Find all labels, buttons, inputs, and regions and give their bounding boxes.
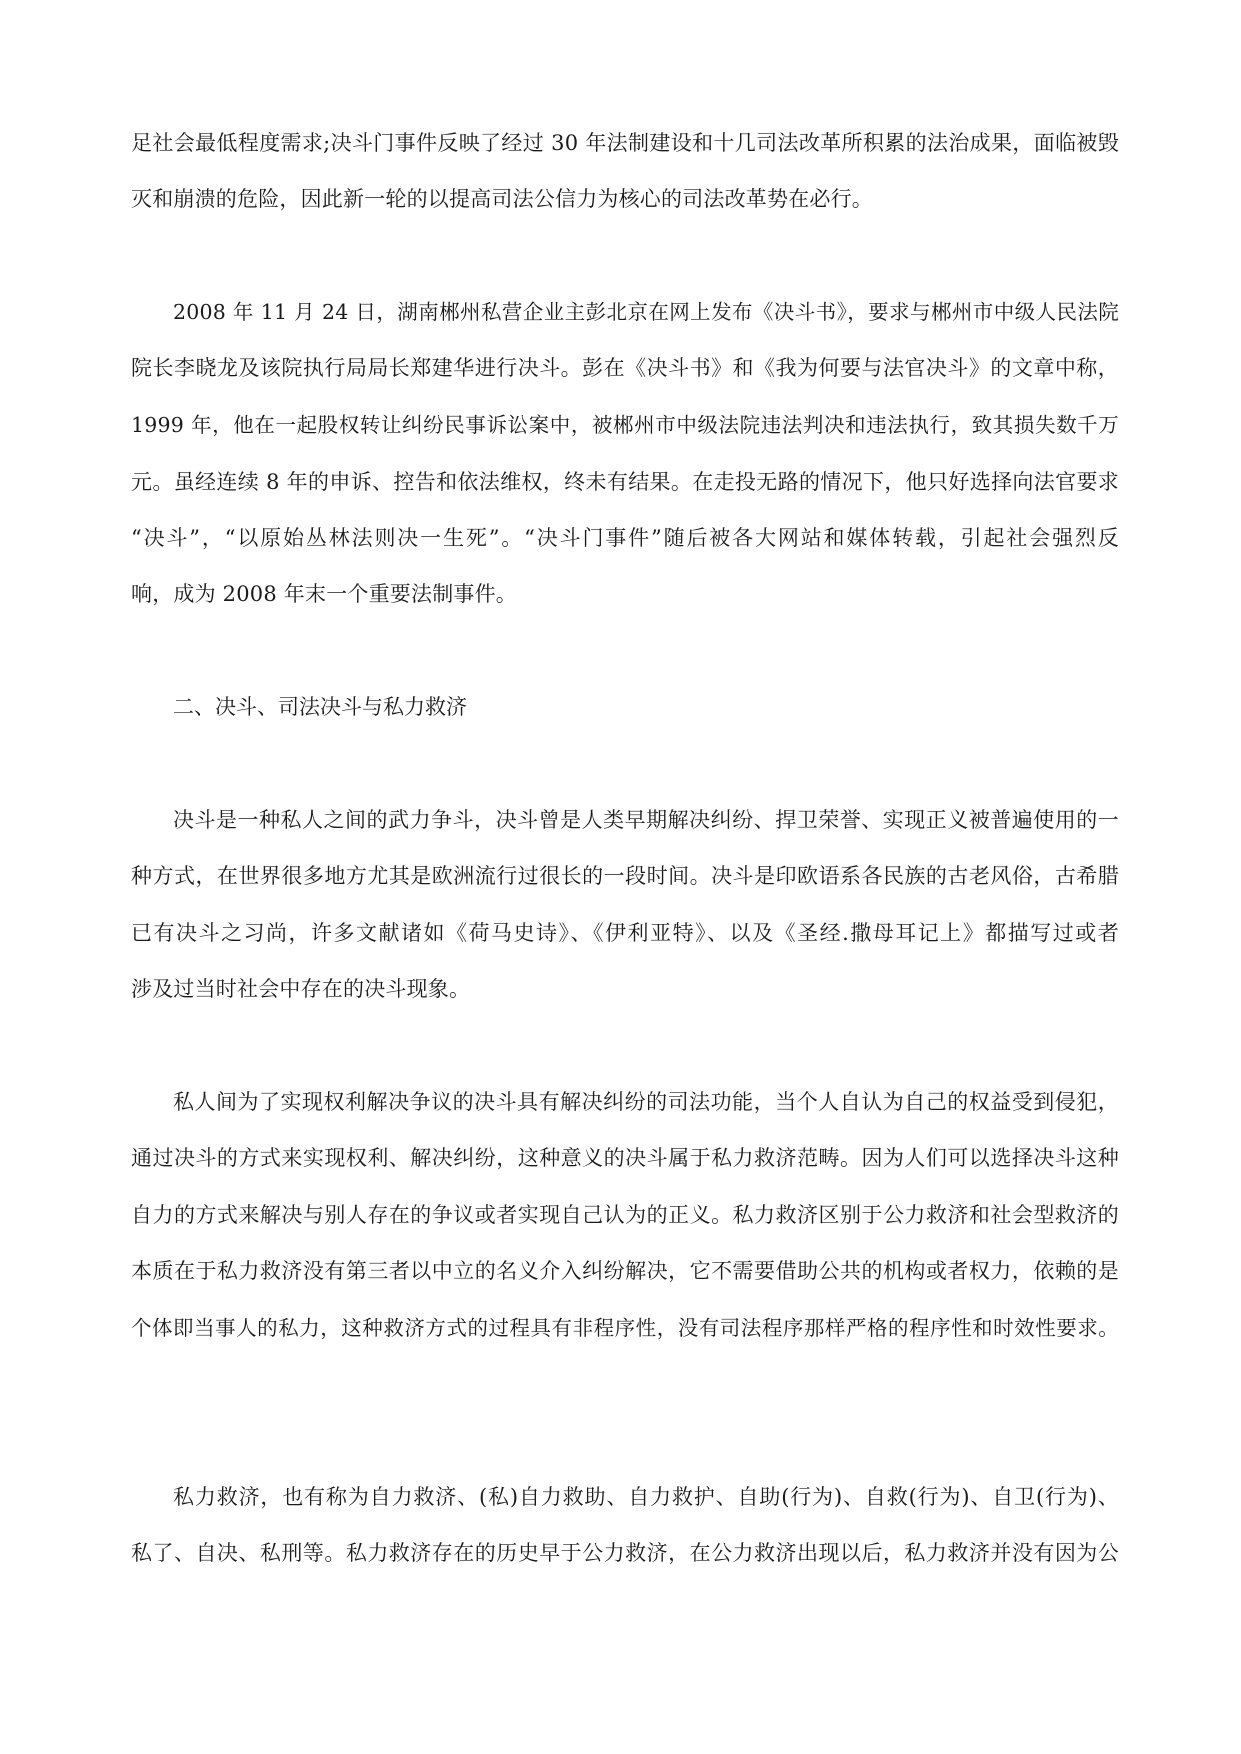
- paragraph-line: 足社会最低程度需求;决斗门事件反映了经过 30 年法制建设和十几司法改革所积累的法治成果，面临被毁: [131, 131, 1119, 155]
- paragraph-line: 响，成为 2008 年末一个重要法制事件。: [131, 582, 517, 606]
- paragraph-line: 2008 年 11 月 24 日，湖南郴州私营企业主彭北京在网上发布《决斗书》，要求与郴州市中级人民法院: [173, 300, 1119, 324]
- paragraph-line: 私力救济，也有称为自力救济、(私)自力救助、自力救护、自助(行为)、自救(行为)、自卫(行为)、: [173, 1485, 1119, 1509]
- paragraph-line: 通过决斗的方式来实现权利、解决纠纷，这种意义的决斗属于私力救济范畴。因为人们可以选择决斗这种: [131, 1146, 1119, 1170]
- section-heading: 二、决斗、司法决斗与私力救济: [173, 695, 467, 719]
- paragraph-line: 个体即当事人的私力，这种救济方式的过程具有非程序性，没有司法程序那样严格的程序性和时效性要求。: [131, 1316, 1119, 1340]
- paragraph-line: 涉及过当时社会中存在的决斗现象。: [131, 977, 471, 1001]
- paragraph-line: 私人间为了实现权利解决争议的决斗具有解决纠纷的司法功能，当个人自认为自己的权益受到侵犯，: [173, 1090, 1119, 1114]
- paragraph-line: 自力的方式来解决与别人存在的争议或者实现自己认为的正义。私力救济区别于公力救济和社会型救济的: [131, 1203, 1119, 1227]
- paragraph-line: 种方式，在世界很多地方尤其是欧洲流行过很长的一段时间。决斗是印欧语系各民族的古老风俗，古希腊: [131, 864, 1119, 888]
- paragraph-line: 私了、自决、私刑等。私力救济存在的历史早于公力救济，在公力救济出现以后，私力救济并没有因为公: [131, 1541, 1119, 1565]
- paragraph-line: 1999 年，他在一起股权转让纠纷民事诉讼案中，被郴州市中级法院违法判决和违法执行，致其损失数千万: [131, 413, 1119, 437]
- paragraph-line: 本质在于私力救济没有第三者以中立的名义介入纠纷解决，它不需要借助公共的机构或者权力，依赖的是: [131, 1259, 1119, 1283]
- paragraph-line: 灭和崩溃的危险，因此新一轮的以提高司法公信力为核心的司法改革势在必行。: [131, 187, 873, 211]
- paragraph-line: 已有决斗之习尚，许多文献诸如《荷马史诗》、《伊利亚特》、以及《圣经.撒母耳记上》都描写过或者: [131, 921, 1119, 945]
- paragraph-line: 决斗是一种私人之间的武力争斗，决斗曾是人类早期解决纠纷、捍卫荣誉、实现正义被普遍使用的一: [173, 808, 1119, 832]
- paragraph-line: 院长李晓龙及该院执行局局长郑建华进行决斗。彭在《决斗书》和《我为何要与法官决斗》的文章中称，: [131, 356, 1119, 380]
- paragraph-line: 元。虽经连续 8 年的申诉、控告和依法维权，终未有结果。在走投无路的情况下，他只好选择向法官要求: [131, 470, 1119, 494]
- paragraph-line: “决斗”，“以原始丛林法则决一生死”。“决斗门事件”随后被各大网站和媒体转载，引起社会强烈反: [131, 526, 1119, 550]
